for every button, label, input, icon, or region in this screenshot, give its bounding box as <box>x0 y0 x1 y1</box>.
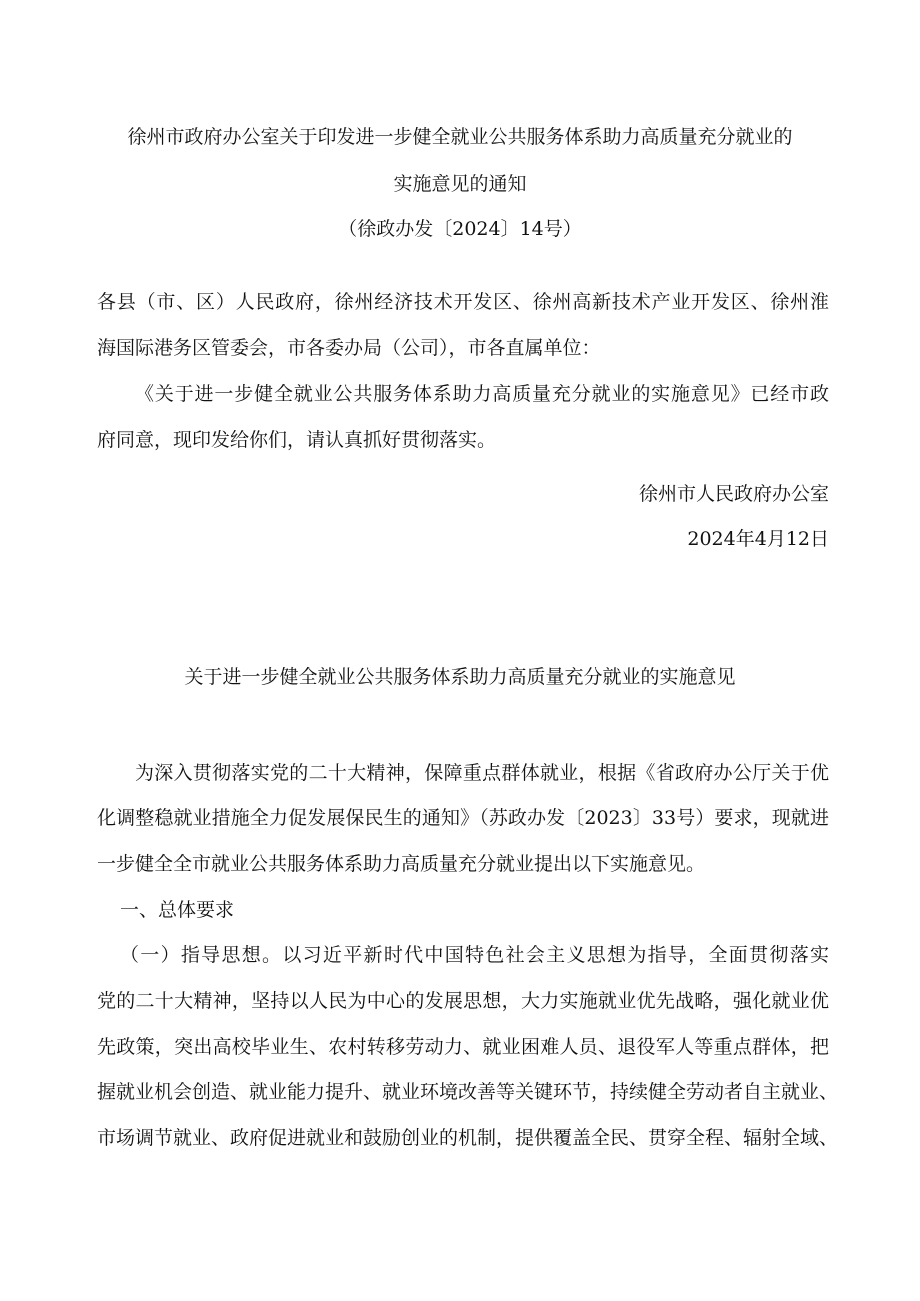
issuer-signature: 徐州市人民政府办公室 <box>638 483 829 505</box>
document-number: （徐政办发〔2024〕14号） <box>338 218 582 240</box>
opinion-title: 关于进一步健全就业公共服务体系助力高质量充分就业的实施意见 <box>184 666 736 688</box>
notice-title-line-1: 徐州市政府办公室关于印发进一步健全就业公共服务体系助力高质量充分就业的 <box>127 126 793 148</box>
guiding-ideology-line-1: （一）指导思想。以习近平新时代中国特色社会主义思想为指导，全面贯彻落实 <box>120 944 829 966</box>
notice-body-line-1: 《关于进一步健全就业公共服务体系助力高质量充分就业的实施意见》已经市政 <box>135 383 829 405</box>
addressee-line-2: 海国际港务区管委会，市各委办局（公司），市各直属单位： <box>97 337 601 359</box>
intro-line-2: 化调整稳就业措施全力促发展保民生的通知》（苏政办发〔2023〕33号）要求，现就进 <box>97 807 829 829</box>
section-heading-general-requirements: 一、总体要求 <box>120 899 235 921</box>
guiding-ideology-line-4: 握就业机会创造、就业能力提升、就业环境改善等关键环节，持续健全劳动者自主就业、 <box>97 1081 839 1103</box>
addressee-line-1: 各县（市、区）人民政府，徐州经济技术开发区、徐州高新技术产业开发区、徐州淮 <box>97 291 829 313</box>
intro-line-1: 为深入贯彻落实党的二十大精神，保障重点群体就业，根据《省政府办公厅关于优 <box>135 762 829 784</box>
intro-line-3: 一步健全全市就业公共服务体系助力高质量充分就业提出以下实施意见。 <box>97 853 706 875</box>
guiding-ideology-line-3: 先政策，突出高校毕业生、农村转移劳动力、就业困难人员、退役军人等重点群体，把 <box>97 1036 829 1058</box>
guiding-ideology-line-2: 党的二十大精神，坚持以人民为中心的发展思想，大力实施就业优先战略，强化就业优 <box>97 990 829 1012</box>
issue-date: 2024年4月12日 <box>687 528 829 550</box>
notice-body-line-2: 府同意，现印发给你们，请认真抓好贯彻落实。 <box>97 429 497 451</box>
notice-title-line-2: 实施意见的通知 <box>393 173 527 195</box>
guiding-ideology-line-5: 市场调节就业、政府促进就业和鼓励创业的机制，提供覆盖全民、贯穿全程、辐射全域、 <box>97 1127 839 1149</box>
